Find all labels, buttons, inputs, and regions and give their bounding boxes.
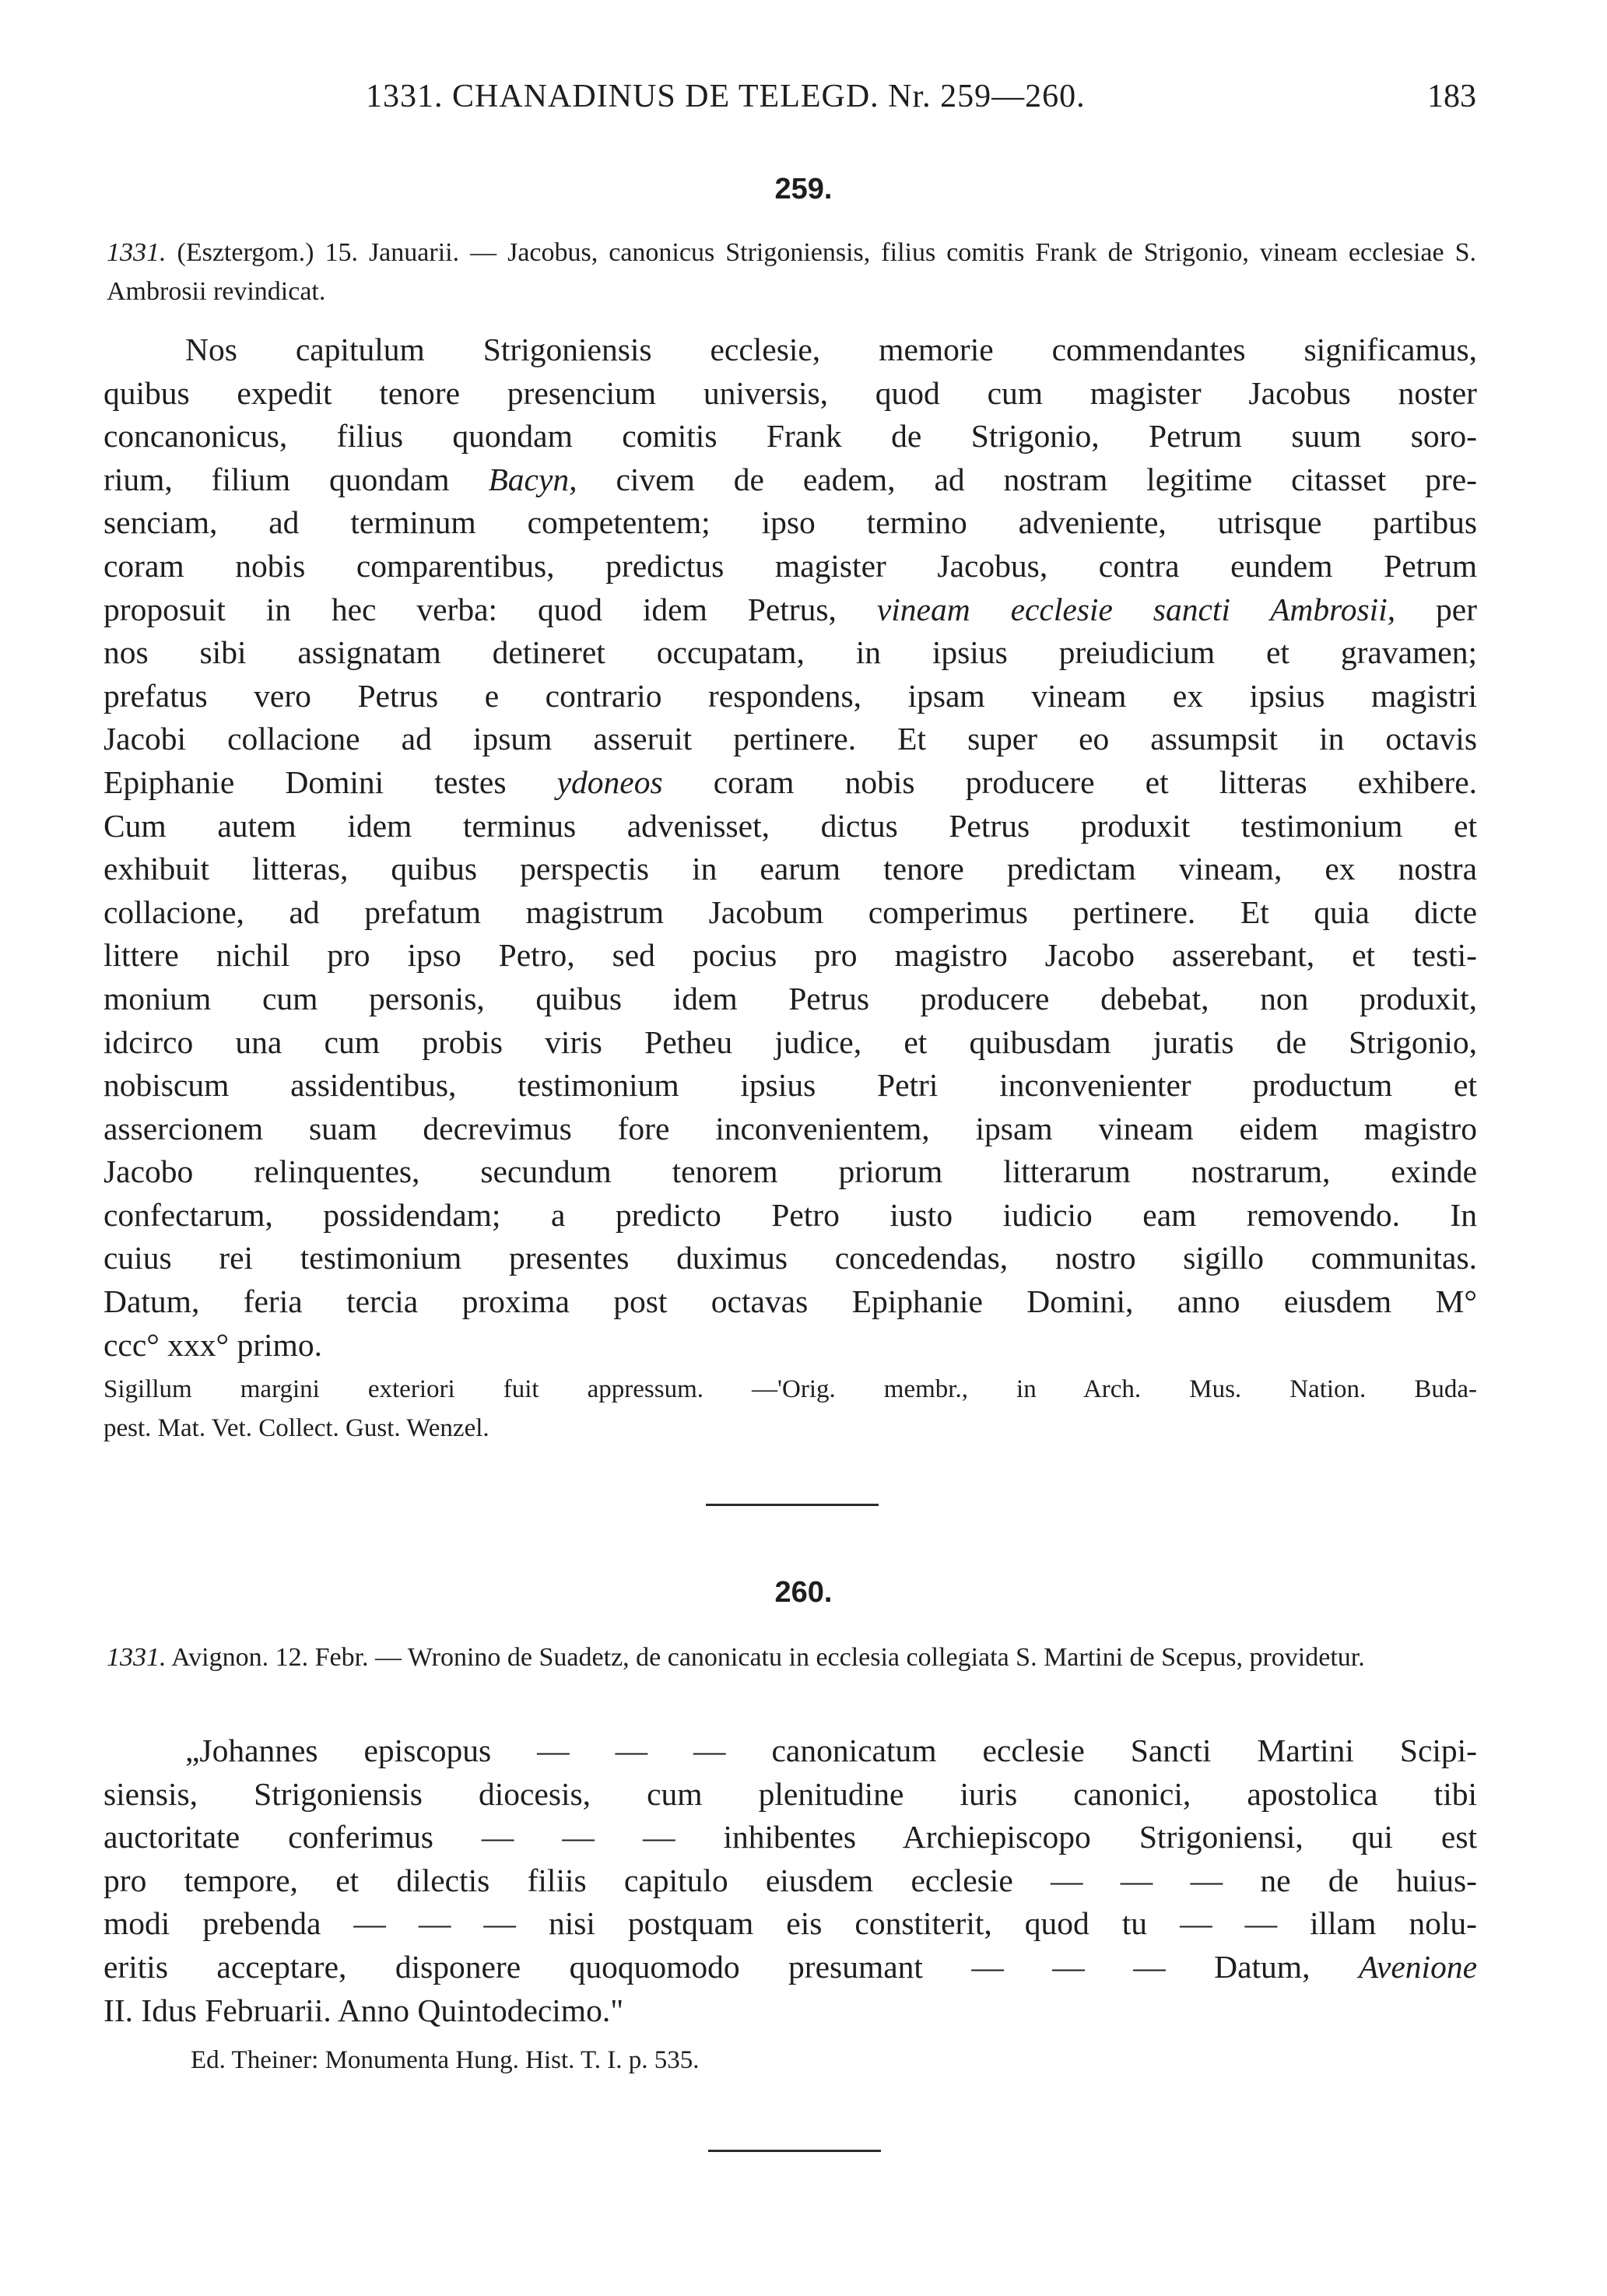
place-avenione: Avenione (1358, 1948, 1477, 1985)
source-note-259 (104, 1370, 1477, 1448)
text-line: confectarum, possidendam; a predicto Petro iusto iudicio eam removendo. In (104, 1196, 1477, 1233)
document-number-259: 259. (774, 173, 833, 205)
regest-date: 1331. (107, 1643, 167, 1672)
ydoneos-word: ydoneos (556, 764, 663, 800)
charter-text-260 (104, 1729, 1477, 2032)
text-line: Cum autem idem terminus advenisset, dictus Petrus produxit testimonium et (104, 807, 1477, 844)
regest-text: (Esztergom.) 15. Januarii. — Jacobus, canonicus Strigoniensis, filius comitis Frank de Strigonio, vineam ecclesiae S. Ambrosii revindicat. (107, 238, 1476, 306)
regest-259 (107, 233, 1476, 311)
text-line: „Johannes episcopus — — — canonicatum ecclesie Sancti Martini Scipi- (185, 1733, 1477, 1768)
vineam-phrase: vineam ecclesie sancti Ambrosii, (876, 591, 1396, 627)
text-line: II. Idus Februarii. Anno Quintodecimo." (104, 1992, 624, 2028)
text-line: quibus expedit tenore presencium universis, quod cum magister Jacobus noster (104, 374, 1477, 411)
edition-note-260: Ed. Theiner: Monumenta Hung. Hist. T. I. p. 535. (191, 2046, 700, 2074)
text-line: eritis acceptare, disponere quoquomodo presumant — — — Datum, Avenione (104, 1948, 1477, 1985)
charter-text-259 (104, 328, 1477, 1367)
text-line: collacione, ad prefatum magistrum Jacobum comperimus pertinere. Et quia dicte (104, 893, 1477, 930)
text-line: Epiphanie Domini testes ydoneos coram nobis producere et litteras exhibere. (104, 764, 1478, 800)
regest-260 (107, 1638, 1476, 1677)
running-header: 1331. CHANADINUS DE TELEGD. Nr. 259—260. (366, 79, 1086, 114)
text-line: nos sibi assignatam detineret occupatam, in ipsius preiudicium et gravamen; (104, 634, 1477, 671)
note-line: Sigillum margini exteriori fuit appressum. —'Orig. membr., in Arch. Mus. Nation. Buda- (104, 1375, 1477, 1403)
text-line: monium cum personis, quibus idem Petrus producere debebat, non produxit, (104, 980, 1477, 1016)
regest-text: Avignon. 12. Febr. — Wronino de Suadetz, de canonicatu in ecclesia collegiata S. Martini de Scepus, providetur. (166, 1643, 1365, 1672)
text-line: Jacobo relinquentes, secundum tenorem priorum litterarum nostrarum, exinde (104, 1153, 1477, 1190)
page-number: 183 (1427, 79, 1476, 114)
text-line: Jacobi collacione ad ipsum asseruit pertinere. Et super eo assumpsit in octavis (104, 721, 1477, 757)
document-number-260: 260. (774, 1576, 833, 1609)
regest-date: 1331. (107, 238, 167, 267)
text-line: modi prebenda — — — nisi postquam eis constiterit, quod tu — — illam nolu- (104, 1905, 1477, 1942)
text-line: ccc° xxx° primo. (104, 1326, 322, 1363)
text-line: auctoritate conferimus — — — inhibentes Archiepiscopo Strigoniensi, qui est (104, 1819, 1477, 1855)
text-line: concanonicus, filius quondam comitis Frank de Strigonio, Petrum suum soro- (104, 418, 1477, 455)
section-divider (708, 2150, 881, 2152)
text-line: coram nobis comparentibus, predictus magister Jacobus, contra eundem Petrum (104, 547, 1477, 584)
text-line: prefatus vero Petrus e contrario respondens, ipsam vineam ex ipsius magistri (104, 677, 1477, 714)
text-line: cuius rei testimonium presentes duximus concedendas, nostro sigillo communitas. (104, 1240, 1477, 1276)
section-divider (706, 1504, 879, 1506)
text-line: rium, filium quondam Bacyn, civem de eadem, ad nostram legitime citasset pre- (104, 461, 1477, 497)
text-line: pro tempore, et dilectis filiis capitulo eiusdem ecclesie — — — ne de huius- (104, 1862, 1477, 1898)
name-bacyn: Bacyn, (488, 461, 577, 497)
text-line: assercionem suam decrevimus fore inconvenientem, ipsam vineam eidem magistro (104, 1110, 1477, 1146)
text-line: littere nichil pro ipso Petro, sed pocius pro magistro Jacobo asserebant, et testi- (104, 937, 1477, 974)
text-line: siensis, Strigoniensis diocesis, cum plenitudine iuris canonici, apostolica tibi (104, 1775, 1477, 1812)
text-line: Datum, feria tercia proxima post octavas Epiphanie Domini, anno eiusdem M° (104, 1283, 1477, 1320)
text-line: idcirco una cum probis viris Petheu judice, et quibusdam juratis de Strigonio, (104, 1023, 1477, 1060)
text-line: nobiscum assidentibus, testimonium ipsius Petri inconvenienter productum et (104, 1067, 1477, 1104)
text-line: senciam, ad terminum competentem; ipso termino adveniente, utrisque partibus (104, 504, 1477, 541)
text-line: exhibuit litteras, quibus perspectis in earum tenore predictam vineam, ex nostra (104, 851, 1477, 887)
note-line: pest. Mat. Vet. Collect. Gust. Wenzel. (104, 1414, 489, 1442)
text-line: proposuit in hec verba: quod idem Petrus, vineam ecclesie sancti Ambrosii, per (104, 591, 1478, 627)
text-line: Nos capitulum Strigoniensis ecclesie, memorie commendantes significamus, (185, 332, 1477, 367)
